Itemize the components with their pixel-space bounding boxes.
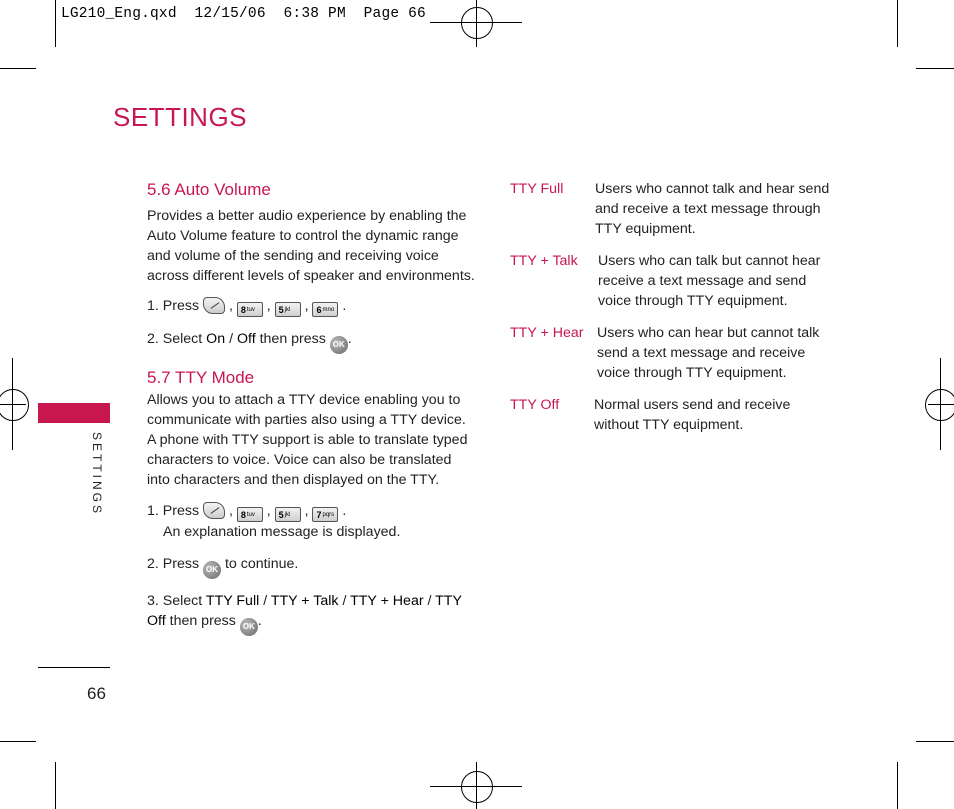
option-tty-hear: TTY + Hear [350,593,424,609]
tty-step-1: 1. Press , $8^{tuv}$ , $5^{jkl}$ , $7^{pqrs}$ . [147,503,347,520]
auto-volume-step-1: 1. Press , $8^{tuv}$ , $5^{jkl}$ , $6^{mno}$ . [147,298,347,315]
key-6-icon: $6^{mno}$ [312,302,338,317]
print-slug: LG210_Eng.qxd 12/15/06 6:38 PM Page 66 [61,6,426,22]
key-8-icon: $8^{tuv}$ [237,507,263,522]
definition-row [510,179,840,239]
definition-term: TTY Full [510,181,564,197]
side-section-label: SETTINGS [90,432,104,517]
definition-row [510,323,840,383]
page-number: 66 [87,684,106,703]
auto-volume-description: Provides a better audio experience by enabling the Auto Volume feature to control the dynamic range and volume of the sending and receiving voice across different levels of speaker and environments. [147,208,475,284]
definition-term: TTY + Hear [510,325,584,341]
definition-desc: Normal users send and receive without TTY equipment. [594,397,791,433]
page-title: SETTINGS [113,102,248,132]
auto-volume-heading: 5.6 Auto Volume [147,180,271,199]
divider [38,667,110,668]
option-tty-off: TTY Off [147,593,462,629]
step-text: 2. Press [147,556,200,572]
step-text: 1. Press [147,298,200,314]
menu-softkey-icon [203,297,225,314]
ok-key-icon: OK [240,618,258,636]
option-tty-talk: TTY + Talk [270,593,339,609]
option-off: Off [236,331,256,347]
definition-term: TTY + Talk [510,253,578,269]
step-text: to continue. [224,556,299,572]
definition-row [510,395,840,435]
definition-term: TTY Off [510,397,560,413]
section-tab-marker [38,403,110,423]
step-text: then press [259,331,326,347]
ok-key-icon: OK [330,336,348,354]
step-text: 1. Press [147,503,200,519]
definition-desc: Users who cannot talk and hear send and receive a text message through TTY equipment. [595,181,830,237]
definition-desc: Users who can talk but cannot hear receive a text message and send voice through TTY equipment. [598,253,821,309]
separator: / [229,331,234,347]
tty-step-1-note: An explanation message is displayed. [163,524,401,540]
key-5-icon: $5^{jkl}$ [275,302,301,317]
key-5-icon: $5^{jkl}$ [275,507,301,522]
option-tty-full: TTY Full [205,593,260,609]
definition-desc: Users who can hear but cannot talk send a text message and receive voice through TTY equipment. [597,325,820,381]
tty-mode-heading: 5.7 TTY Mode [147,368,255,387]
tty-definitions [510,179,840,435]
definition-row [510,251,840,311]
step-text: 3. Select [147,593,203,609]
key-7-icon: $7^{pqrs}$ [312,507,338,522]
auto-volume-step-2: 2. Select On / Off then press OK . [147,329,477,354]
step-text: 2. Select [147,331,203,347]
option-on: On [206,331,226,347]
tty-step-2 [147,554,477,579]
tty-mode-description: Allows you to attach a TTY device enabling you to communicate with parties also using a TTY device. A phone with TTY support is able to translate typed characters to voice. Voice can also be translated into characters and then displayed on the TTY. [147,392,468,488]
menu-softkey-icon [203,502,225,519]
tty-step-3: 3. Select TTY Full / TTY + Talk / TTY + Hear / TTY Off then press OK . [147,591,477,636]
step-text: then press [169,613,236,629]
key-8-icon: $8^{tuv}$ [237,302,263,317]
left-column [147,180,477,636]
ok-key-icon: OK [203,561,221,579]
